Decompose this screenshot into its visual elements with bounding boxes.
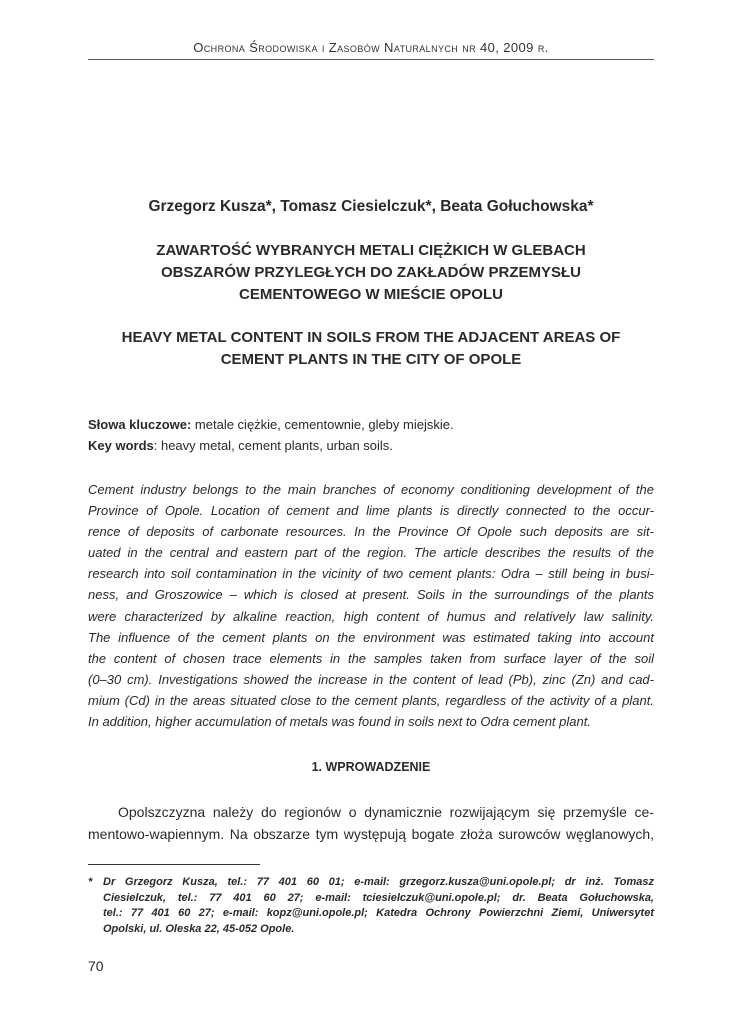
title-english-line: CEMENT PLANTS IN THE CITY OF OPOLE <box>220 351 522 368</box>
abstract-line: rence of deposits of carbonate resources. In the Province Of Opole such deposits are sit- <box>88 524 654 540</box>
footnote <box>88 875 654 937</box>
keywords-polish-text: metale ciężkie, cementownie, gleby miejskie. <box>191 417 454 432</box>
abstract-line: ness, and Groszowice – which is closed at present. Soils in the surroundings of the plants <box>88 587 654 603</box>
abstract-line: mium (Cd) in the areas situated close to the cement plants, regardless of the activity of a plant. <box>88 692 654 708</box>
keywords-polish-label: Słowa kluczowe: <box>88 417 192 432</box>
footnote-line: tel.: 77 401 60 27; e-mail: kopz@uni.opole.pl; Katedra Ochrony Powierzchni Ziemi, Uniwersytet <box>103 907 654 919</box>
running-header: Ochrona Środowiska i Zasobów Naturalnych nr 40, 2009 r. <box>193 40 549 55</box>
abstract <box>88 479 654 732</box>
abstract-line: research into soil contamination in the vicinity of two cement plants: Odra – still being in busi- <box>88 566 654 582</box>
title-polish-line: ZAWARTOŚĆ WYBRANYCH METALI CIĘŻKICH W GLEBACH <box>156 242 586 259</box>
abstract-line: (0–30 cm). Investigations showed the increase in the content of lead (Pb), zinc (Zn) and cad- <box>88 671 654 687</box>
body-line: Opolszczyzna należy do regionów o dynamicznie rozwijającym się przemyśle ce- <box>118 804 654 820</box>
abstract-line: The influence of the cement plants on the environment was estimated taking into account <box>88 629 654 645</box>
abstract-line: were characterized by alkaline reaction, high content of humus and relatively law salinity. <box>88 608 654 624</box>
abstract-line: uated in the central and eastern part of the region. The article describes the results of the <box>88 545 654 561</box>
title-polish-line: OBSZARÓW PRZYLEGŁYCH DO ZAKŁADÓW PRZEMYSŁU <box>161 264 581 281</box>
keywords-english-text: : heavy metal, cement plants, urban soils. <box>153 438 393 453</box>
keywords-block <box>88 414 654 456</box>
keywords-polish <box>88 414 654 435</box>
footnote-line: Opolski, ul. Oleska 22, 45-052 Opole. <box>103 922 295 935</box>
abstract-line: In addition, higher accumulation of metals was found in soils next to Odra cement plant. <box>88 714 591 730</box>
header-rule <box>88 59 654 60</box>
title-english-line: HEAVY METAL CONTENT IN SOILS FROM THE ADJACENT AREAS OF <box>121 329 621 346</box>
page-number: 70 <box>88 958 104 974</box>
title-english <box>88 327 654 371</box>
authors: Grzegorz Kusza*, Tomasz Ciesielczuk*, Beata Gołuchowska* <box>148 198 594 215</box>
abstract-line: Province of Opole. Location of cement and lime plants is directly connected to the occur- <box>88 503 654 519</box>
abstract-line: Cement industry belongs to the main branches of economy conditioning development of the <box>88 482 654 497</box>
footnote-line: Ciesielczuk, tel.: 77 401 60 27; e-mail: tciesielczuk@uni.opole.pl; dr. Beata Gołuchowska, <box>103 891 654 904</box>
body-text <box>88 801 654 845</box>
keywords-english-label: Key words <box>88 438 154 453</box>
section-heading: 1. WPROWADZENIE <box>311 760 431 774</box>
footnote-rule <box>88 864 260 865</box>
keywords-english <box>88 435 654 456</box>
title-polish-line: CEMENTOWEGO W MIEŚCIE OPOLU <box>239 286 503 303</box>
footnote-marker: * <box>88 876 93 888</box>
body-line: mentowo-wapiennym. Na obszarze tym występują bogate złoża surowców węglanowych, <box>88 826 654 842</box>
footnote-line: Dr Grzegorz Kusza, tel.: 77 401 60 01; e-mail: grzegorz.kusza@uni.opole.pl; dr inż. Tomasz <box>103 876 654 888</box>
abstract-line: the content of chosen trace elements in the samples taken from surface layer of the soil <box>88 650 654 666</box>
title-polish <box>88 240 654 306</box>
